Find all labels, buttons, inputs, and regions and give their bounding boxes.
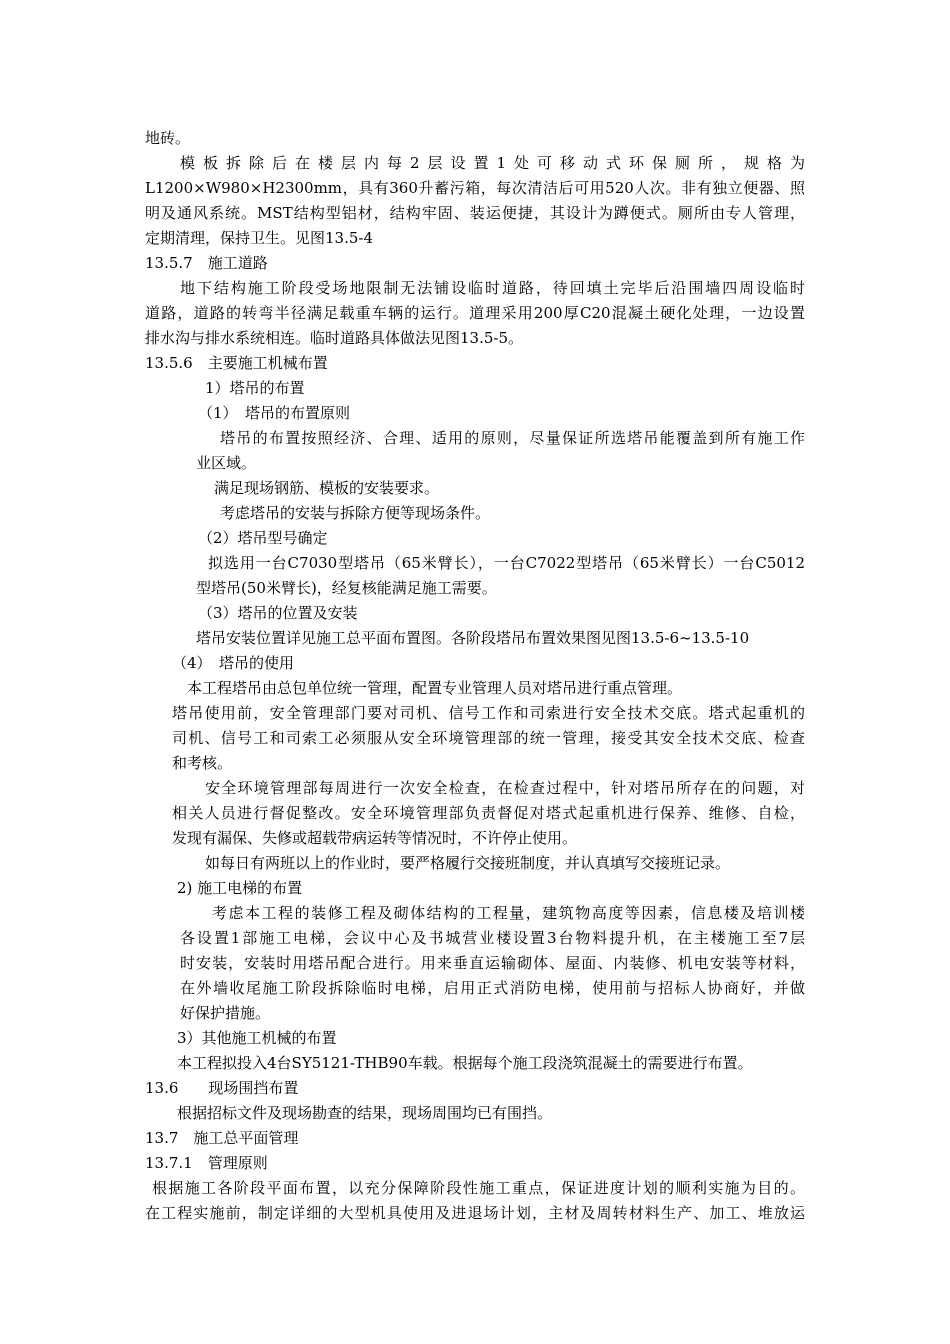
section-heading: 13.5.7 施工道路 xyxy=(145,254,268,272)
text-line: 地下结构施工阶段受场地限制无法铺设临时道路，待回填土完毕后沿围墙四周设临时 xyxy=(180,279,805,297)
text-line: 相关人员进行督促整改。安全环境管理部负责督促对塔式起重机进行保养、维修、自检， xyxy=(172,804,805,822)
text-line: 明及通风系统。MST结构型铝材，结构牢固、装运便捷，其设计为蹲便式。厕所由专人管理， xyxy=(145,204,805,222)
text-line: 好保护措施。 xyxy=(180,1004,271,1022)
text-line: 满足现场钢筋、模板的安装要求。 xyxy=(214,479,440,497)
text-line: 排水沟与排水系统相连。临时道路具体做法见图13.5-5。 xyxy=(145,329,524,347)
section-heading: 13.7 施工总平面管理 xyxy=(145,1129,299,1147)
text-line: （1） 塔吊的布置原则 xyxy=(198,404,351,422)
text-line: 在工程实施前，制定详细的大型机具使用及进退场计划，主材及周转材料生产、加工、堆放运 xyxy=(145,1204,805,1222)
section-heading: 13.5.6 主要施工机械布置 xyxy=(145,354,328,372)
text-line: 塔吊安装位置详见施工总平面布置图。各阶段塔吊布置效果图见图13.5-6~13.5-10 xyxy=(196,629,750,647)
text-line: 时安装，安装时用塔吊配合进行。用来垂直运输砌体、屋面、内装修、机电安装等材料， xyxy=(180,954,805,972)
text-line: 如每日有两班以上的作业时，要严格履行交接班制度，并认真填写交接班记录。 xyxy=(205,854,731,872)
text-line: 道路，道路的转弯半径满足载重车辆的运行。道理采用200厚C20混凝土硬化处理，一边设置 xyxy=(145,304,805,322)
text-line: 型塔吊(50米臂长)，经复核能满足施工需要。 xyxy=(196,579,497,597)
text-line: （4） 塔吊的使用 xyxy=(172,654,295,672)
section-heading: 13.7.1 管理原则 xyxy=(145,1154,268,1172)
text-line: 地砖。 xyxy=(145,129,191,147)
text-line: 根据施工各阶段平面布置，以充分保障阶段性施工重点，保证进度计划的顺利实施为目的。 xyxy=(152,1179,805,1197)
text-line: 塔吊使用前，安全管理部门要对司机、信号工作和司索进行安全技术交底。塔式起重机的 xyxy=(172,704,805,722)
text-line: （3）塔吊的位置及安装 xyxy=(198,604,358,622)
text-line: 定期清理，保持卫生。见图13.5-4 xyxy=(145,229,374,247)
text-line: 拟选用一台C7030型塔吊（65米臂长），一台C7022型塔吊（65米臂长）一台C5012 xyxy=(208,554,805,572)
text-line: 本工程拟投入4台SY5121-THB90车载。根据每个施工段浇筑混凝土的需要进行布置。 xyxy=(177,1054,753,1072)
text-line: 业区域。 xyxy=(196,454,257,472)
text-line: 和考核。 xyxy=(172,754,233,772)
text-line: 各设置1部施工电梯，会议中心及书城营业楼设置3台物料提升机，在主楼施工至7层 xyxy=(180,929,805,947)
text-line: 安全环境管理部每周进行一次安全检查，在检查过程中，针对塔吊所存在的问题，对 xyxy=(205,779,805,797)
text-line: 司机、信号工和司索工必须服从安全环境管理部的统一管理，接受其安全技术交底、检查 xyxy=(172,729,805,747)
text-line: 1）塔吊的布置 xyxy=(205,379,305,397)
text-line: 塔吊的布置按照经济、合理、适用的原则，尽量保证所选塔吊能覆盖到所有施工作 xyxy=(220,429,805,447)
text-line: 模板拆除后在楼层内每2层设置1处可移动式环保厕所，规格为 xyxy=(180,154,805,172)
section-heading: 13.6 现场围挡布置 xyxy=(145,1079,299,1097)
text-line: 2) 施工电梯的布置 xyxy=(177,879,303,897)
text-line: 发现有漏保、失修或超载带病运转等情况时，不许停止使用。 xyxy=(172,829,578,847)
text-line: 根据招标文件及现场勘查的结果，现场周围均已有围挡。 xyxy=(177,1104,553,1122)
text-line: L1200×W980×H2300mm，具有360升蓄污箱，每次清洁后可用520人次。非有独立便器、照 xyxy=(145,179,805,197)
text-line: 考虑塔吊的安装与拆除方便等现场条件。 xyxy=(220,504,491,522)
text-line: 3）其他施工机械的布置 xyxy=(177,1029,337,1047)
text-line: （2）塔吊型号确定 xyxy=(198,529,328,547)
text-line: 本工程塔吊由总包单位统一管理，配置专业管理人员对塔吊进行重点管理。 xyxy=(187,679,683,697)
text-line: 考虑本工程的装修工程及砌体结构的工程量，建筑物高度等因素，信息楼及培训楼 xyxy=(212,904,805,922)
text-line: 在外墙收尾施工阶段拆除临时电梯，启用正式消防电梯，使用前与招标人协商好，并做 xyxy=(180,979,805,997)
